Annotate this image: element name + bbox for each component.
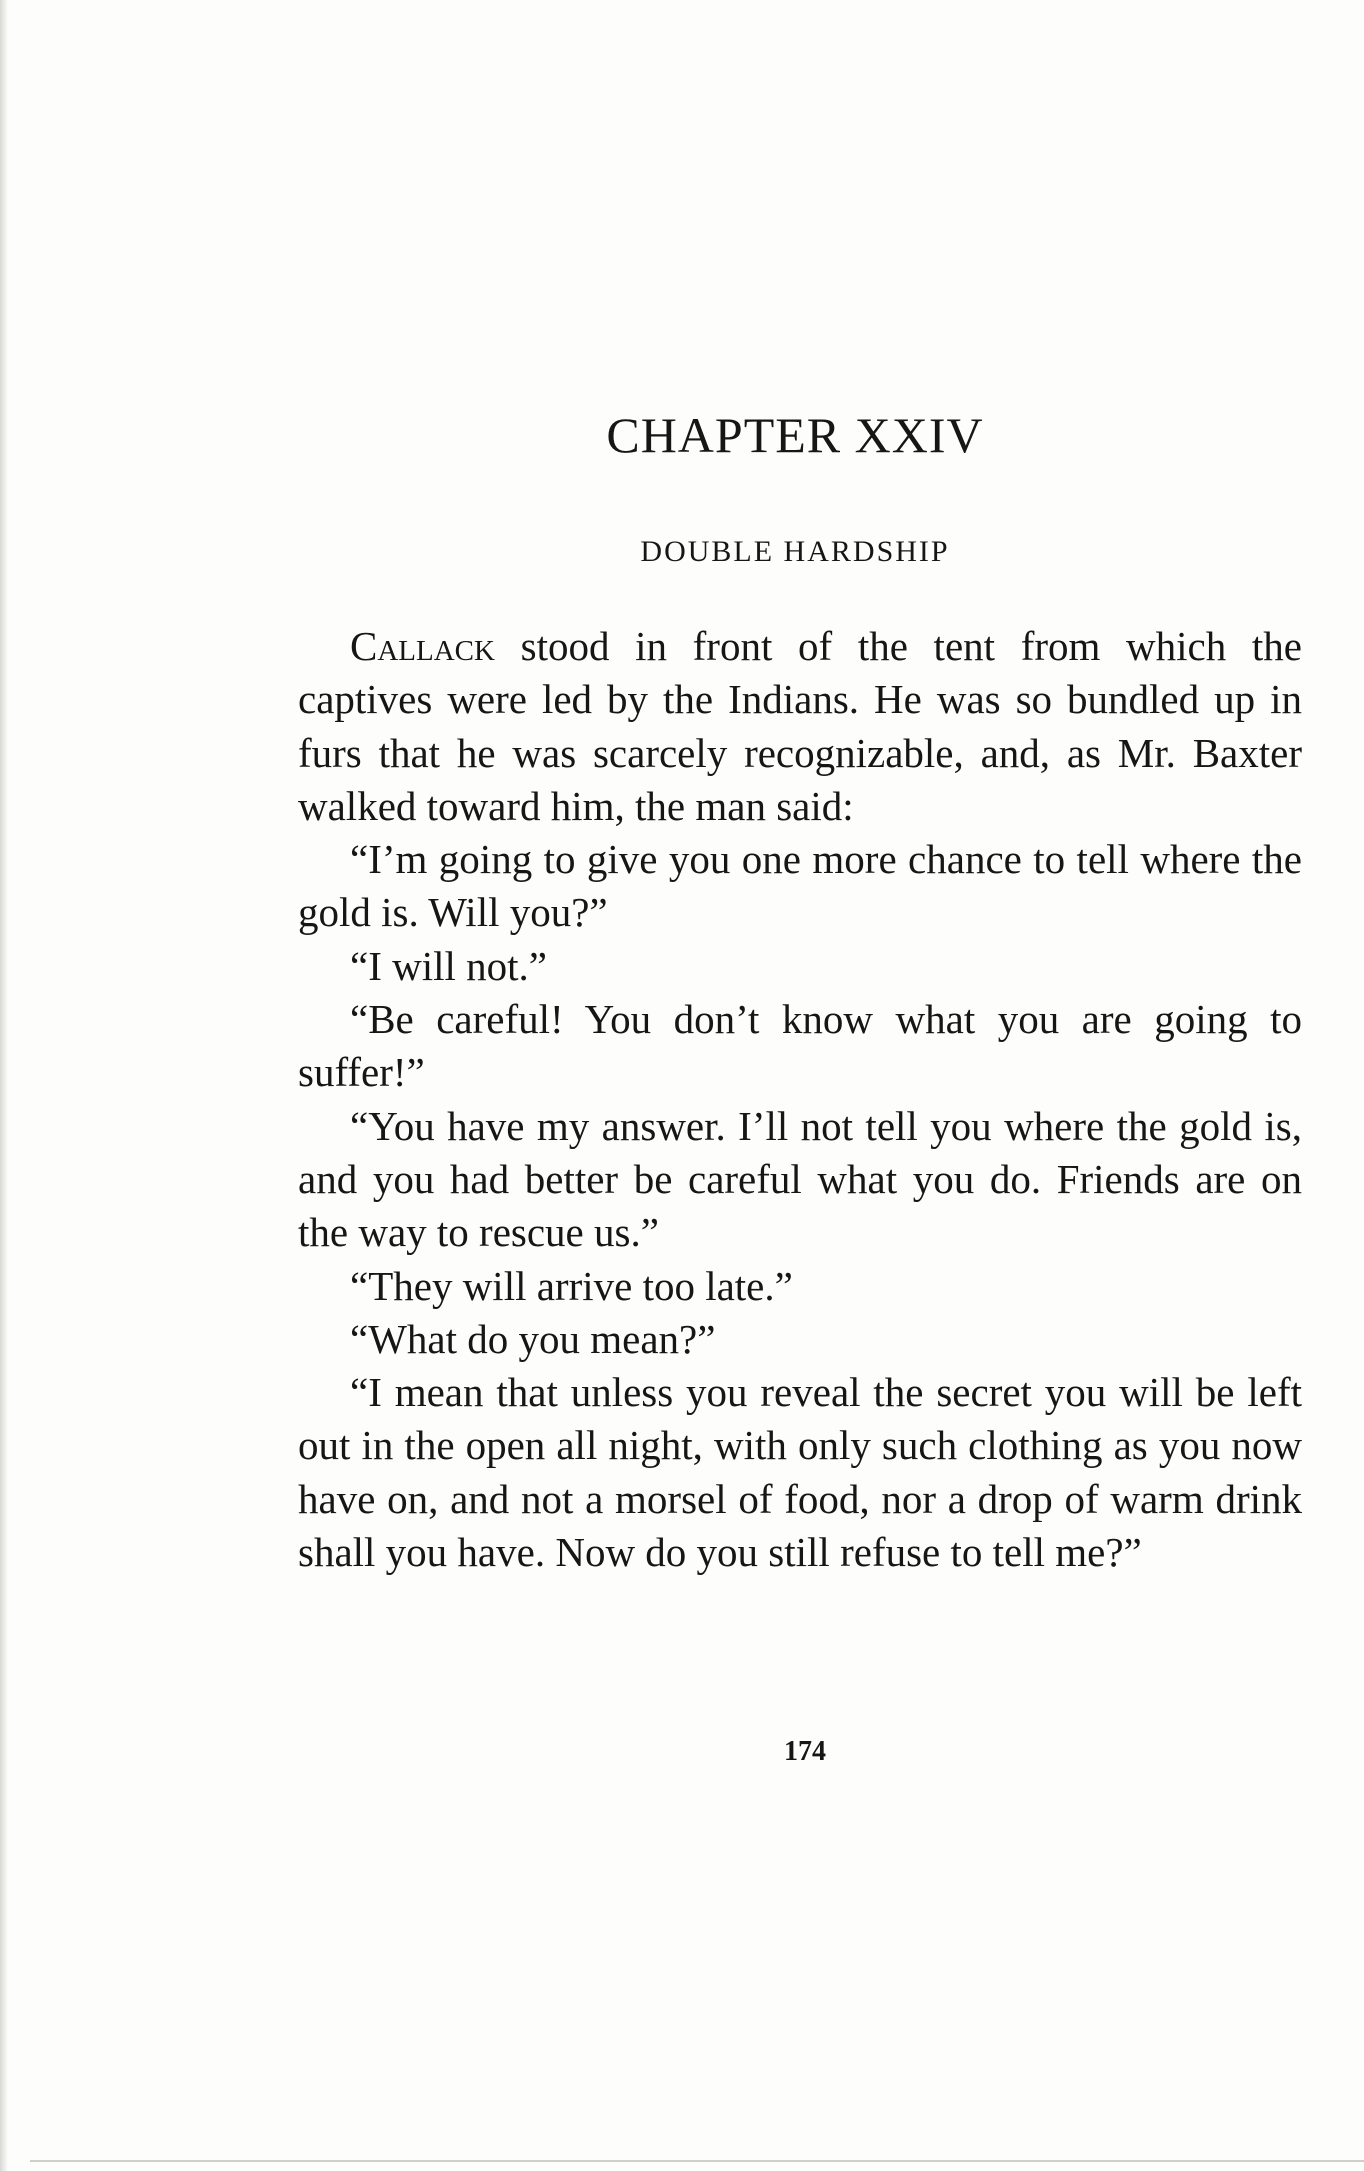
- paragraph-text: “Be careful! You don’t know what you are going to suffer!”: [298, 996, 1302, 1096]
- paragraph: [298, 1100, 1302, 1260]
- chapter-title: CHAPTER XXIV: [606, 407, 984, 463]
- paragraph: [298, 940, 1302, 993]
- paragraph: [298, 1313, 1302, 1366]
- paragraph: [298, 993, 1302, 1100]
- page-edge-shadow: [0, 0, 8, 2171]
- paragraph-text: “You have my answer. I’ll not tell you where the gold is, and you had better be careful what you do. Friends are on the way to rescue us.”: [298, 1102, 1302, 1256]
- paragraph: [298, 833, 1302, 940]
- paragraph-text: “What do you mean?”: [350, 1315, 716, 1362]
- paragraph: [298, 1260, 1302, 1313]
- paragraph-text: “They will arrive too late.”: [350, 1262, 793, 1309]
- paragraph: [298, 620, 1302, 833]
- paragraph-text: “I mean that unless you reveal the secret you will be left out in the open all night, with only such clothing as you now have on, and not a morsel of food, nor a drop of warm drink shall you have. Now do you still refuse to tell me?”: [298, 1369, 1302, 1576]
- paragraph-text: “I’m going to give you one more chance to tell where the gold is. Will you?”: [298, 836, 1302, 936]
- chapter-body: [298, 620, 1302, 1579]
- paragraph-text: stood in front of the tent from which the captives were led by the Indians. He was so bundled up in furs that he was scarcely recognizable, and, as Mr. Baxter walked toward him, the man said:: [298, 623, 1302, 829]
- paragraph: [298, 1366, 1302, 1579]
- paragraph-text: “I will not.”: [350, 942, 547, 989]
- paragraph-lead-word: Callack: [350, 623, 495, 669]
- page-number: 174: [784, 1736, 826, 1767]
- chapter-subtitle: DOUBLE HARDSHIP: [640, 535, 950, 568]
- page-bottom-edge: [30, 2160, 1364, 2162]
